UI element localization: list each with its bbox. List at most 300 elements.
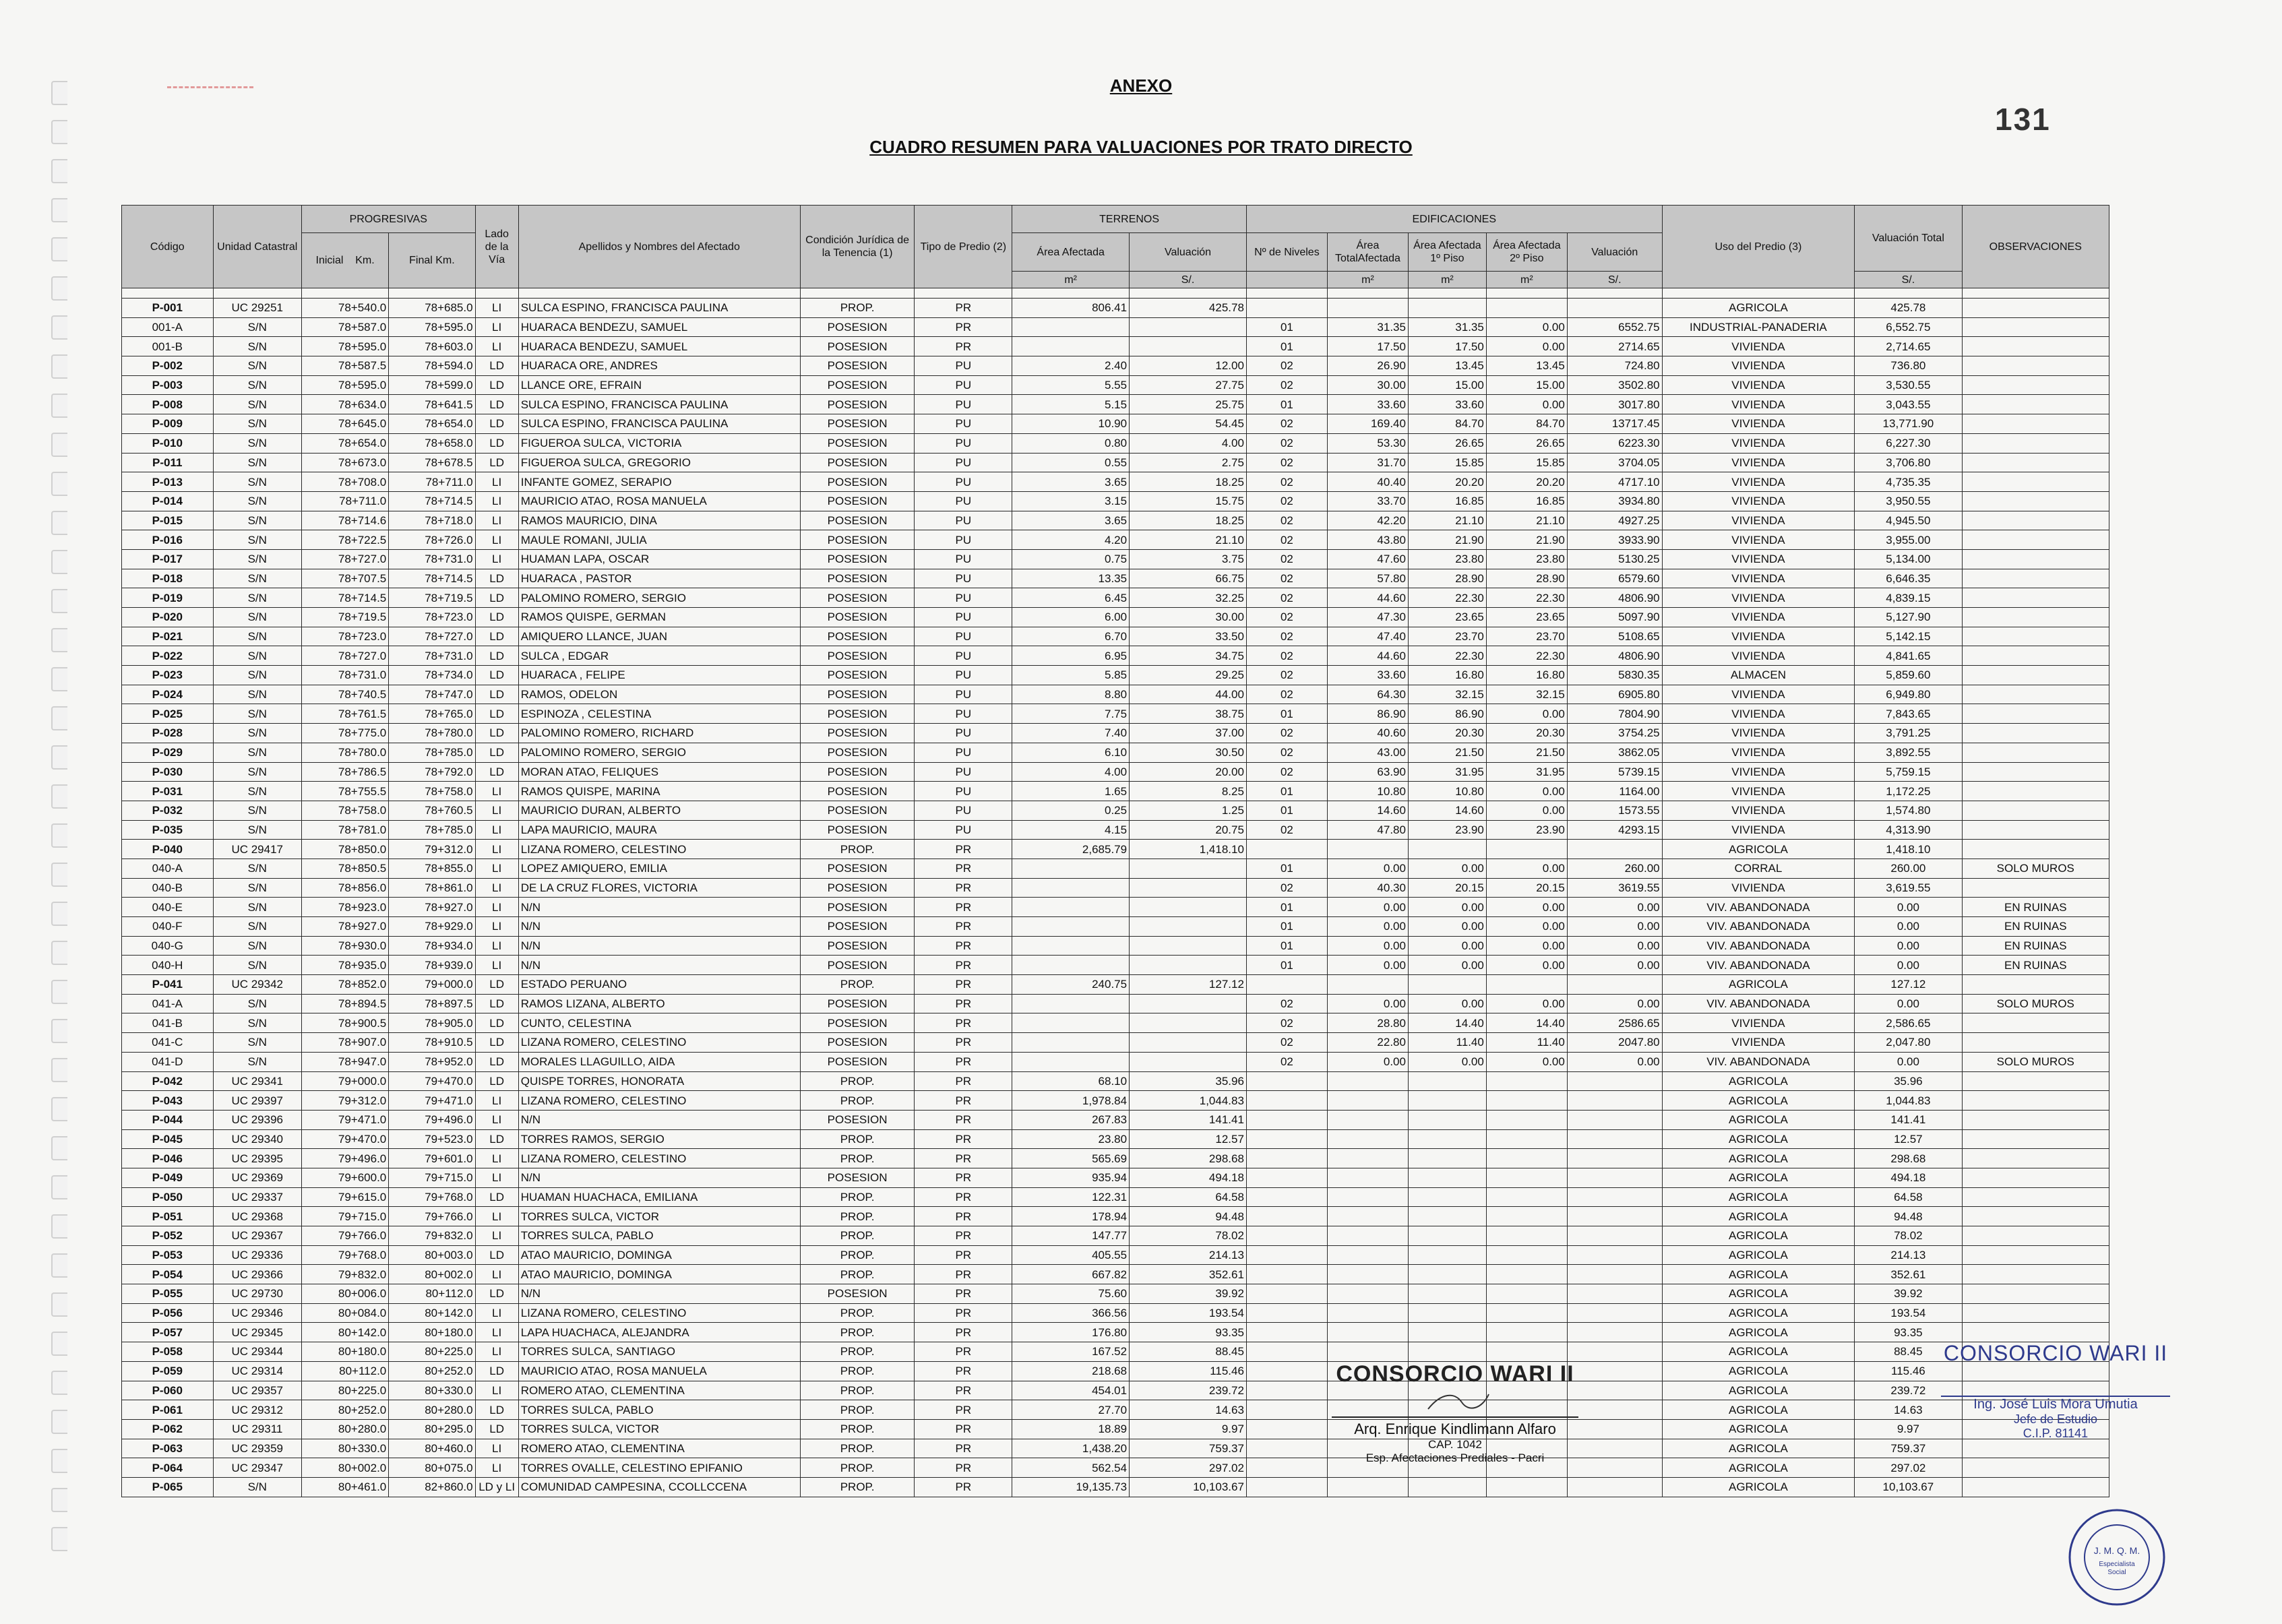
cell-uso: VIVIENDA [1662,356,1855,376]
table-row [122,1033,2109,1053]
cell-observaciones [1962,549,2109,569]
cell-condicion: PROP. [800,1458,915,1478]
cell-valuacion-terreno: 115.46 [1130,1361,1247,1381]
binding-hole [51,1019,67,1043]
cell-condicion: POSESION [800,704,915,724]
cell-area-2: 22.30 [1486,588,1567,608]
cell-lado: LD [475,666,518,685]
cell-codigo: 041-C [122,1033,214,1053]
cell-area-2: 20.20 [1486,472,1567,492]
cell-valuacion-total: 214.13 [1855,1245,1962,1265]
cell-inicial: 78+673.0 [301,453,388,472]
cell-tipo: PR [915,1091,1012,1111]
cell-area-total: 0.00 [1327,956,1408,975]
cell-unidad: S/N [213,724,301,743]
cell-valuacion-total: 6,552.75 [1855,317,1962,337]
cell-area-afectada: 147.77 [1012,1226,1130,1246]
cell-inicial: 78+719.5 [301,608,388,627]
cell-lado: LD [475,1071,518,1091]
unit-sol: S/. [1130,272,1247,288]
cell-lado: LD [475,608,518,627]
cell-inicial: 78+930.0 [301,936,388,956]
col-valuacion-total: Valuación Total [1855,206,1962,272]
cell-valuacion-edif [1567,1091,1662,1111]
cell-apellidos: ATAO MAURICIO, DOMINGA [518,1245,800,1265]
cell-condicion: PROP. [800,1226,915,1246]
cell-inicial: 78+714.6 [301,511,388,530]
cell-tipo: PR [915,1419,1012,1439]
cell-area-afectada: 5.85 [1012,666,1130,685]
cell-final: 79+496.0 [389,1110,475,1129]
cell-codigo: P-058 [122,1342,214,1362]
cell-inicial: 78+856.0 [301,878,388,898]
cell-final: 78+685.0 [389,299,475,318]
cell-final: 79+601.0 [389,1149,475,1168]
table-row [122,840,2109,859]
cell-lado: LI [475,1149,518,1168]
cell-valuacion-terreno [1130,317,1247,337]
cell-lado: LD [475,1400,518,1420]
cell-apellidos: TORRES SULCA, SANTIAGO [518,1342,800,1362]
cell-niveles [1246,1477,1327,1497]
cell-valuacion-terreno: 352.61 [1130,1265,1247,1284]
cell-codigo: P-046 [122,1149,214,1168]
cell-observaciones [1962,801,2109,820]
cell-area-total [1327,1110,1408,1129]
cell-tipo: PR [915,1400,1012,1420]
cell-observaciones [1962,975,2109,995]
cell-unidad: S/N [213,414,301,434]
binding-hole [51,472,67,496]
cell-codigo: P-060 [122,1381,214,1400]
cell-final: 78+726.0 [389,530,475,550]
cell-area-1 [1408,1207,1486,1226]
cell-observaciones [1962,646,2109,666]
binding-hole [51,1332,67,1356]
cell-area-2: 32.15 [1486,685,1567,704]
col-codigo: Código [122,206,214,288]
cell-valuacion-terreno: 193.54 [1130,1303,1247,1323]
cell-codigo: P-015 [122,511,214,530]
cell-condicion: PROP. [800,975,915,995]
cell-valuacion-edif: 0.00 [1567,1052,1662,1071]
cell-tipo: PU [915,743,1012,762]
cell-valuacion-terreno: 298.68 [1130,1149,1247,1168]
cell-apellidos: HUARACA , PASTOR [518,569,800,588]
cell-area-2 [1486,1284,1567,1304]
cell-condicion: POSESION [800,936,915,956]
cell-condicion: POSESION [800,453,915,472]
cell-observaciones [1962,1013,2109,1033]
cell-codigo: P-040 [122,840,214,859]
cell-inicial: 78+587.5 [301,356,388,376]
cell-uso: VIVIENDA [1662,337,1855,356]
cell-apellidos: MAURICIO ATAO, ROSA MANUELA [518,491,800,511]
cell-area-afectada: 19,135.73 [1012,1477,1130,1497]
cell-niveles: 02 [1246,820,1327,840]
cell-area-2 [1486,1342,1567,1362]
cell-condicion: PROP. [800,1361,915,1381]
cell-niveles [1246,1187,1327,1207]
cell-niveles [1246,1323,1327,1342]
cell-condicion: POSESION [800,1110,915,1129]
cell-area-2 [1486,1168,1567,1187]
cell-uso: VIVIENDA [1662,453,1855,472]
cell-area-2 [1486,1207,1567,1226]
cell-area-2: 0.00 [1486,936,1567,956]
cell-apellidos: CUNTO, CELESTINA [518,1013,800,1033]
table-row [122,801,2109,820]
cell-niveles [1246,1168,1327,1187]
cell-final: 78+952.0 [389,1052,475,1071]
cell-final: 80+225.0 [389,1342,475,1362]
cell-unidad: UC 29344 [213,1342,301,1362]
cell-area-2: 21.90 [1486,530,1567,550]
cell-apellidos: RAMOS MAURICIO, DINA [518,511,800,530]
binding-hole [51,198,67,222]
cell-observaciones: EN RUINAS [1962,917,2109,937]
cell-final: 78+718.0 [389,511,475,530]
cell-niveles: 01 [1246,936,1327,956]
cell-valuacion-edif [1567,1303,1662,1323]
cell-lado: LD [475,414,518,434]
binding-hole [51,1292,67,1317]
cell-lado: LD [475,994,518,1013]
cell-uso: AGRICOLA [1662,975,1855,995]
cell-lado: LI [475,491,518,511]
table-row [122,549,2109,569]
cell-unidad: S/N [213,375,301,395]
cell-area-total: 53.30 [1327,433,1408,453]
table-row [122,820,2109,840]
cell-niveles: 02 [1246,1033,1327,1053]
cell-valuacion-edif: 13717.45 [1567,414,1662,434]
cell-observaciones: SOLO MUROS [1962,858,2109,878]
cell-tipo: PR [915,1187,1012,1207]
cell-niveles [1246,1245,1327,1265]
consorcio-stamp-right [1941,1341,2170,1441]
table-row [122,1400,2109,1420]
cell-unidad: UC 29397 [213,1091,301,1111]
cell-area-total [1327,1168,1408,1187]
cell-lado: LD [475,704,518,724]
cell-valuacion-edif [1567,1477,1662,1497]
cell-tipo: PR [915,1439,1012,1458]
cell-valuacion-terreno: 4.00 [1130,433,1247,453]
cell-inicial: 80+461.0 [301,1477,388,1497]
cell-valuacion-total: 0.00 [1855,917,1962,937]
cell-condicion: POSESION [800,878,915,898]
cell-final: 78+792.0 [389,762,475,782]
cell-tipo: PU [915,472,1012,492]
cell-uso: VIV. ABANDONADA [1662,956,1855,975]
cell-lado: LI [475,858,518,878]
cell-unidad: S/N [213,704,301,724]
cell-area-total [1327,1303,1408,1323]
cell-area-afectada: 667.82 [1012,1265,1130,1284]
cell-uso: AGRICOLA [1662,1187,1855,1207]
cell-area-afectada: 4.00 [1012,762,1130,782]
cell-valuacion-total: 5,127.90 [1855,608,1962,627]
cell-inicial: 78+595.0 [301,337,388,356]
cell-uso: VIVIENDA [1662,549,1855,569]
cell-area-2: 0.00 [1486,956,1567,975]
cell-apellidos: LIZANA ROMERO, CELESTINO [518,1303,800,1323]
cell-niveles: 02 [1246,743,1327,762]
cell-tipo: PU [915,414,1012,434]
cell-lado: LD [475,627,518,646]
cell-area-1 [1408,1071,1486,1091]
cell-valuacion-total: 115.46 [1855,1361,1962,1381]
cell-area-1: 33.60 [1408,395,1486,414]
cell-apellidos: MAURICIO DURAN, ALBERTO [518,801,800,820]
cell-area-total [1327,840,1408,859]
cell-unidad: UC 29366 [213,1265,301,1284]
cell-uso: AGRICOLA [1662,1458,1855,1478]
cell-condicion: POSESION [800,1052,915,1071]
cell-area-total [1327,1342,1408,1362]
cell-lado: LI [475,1207,518,1226]
cell-lado: LI [475,840,518,859]
cell-condicion: POSESION [800,530,915,550]
col-edificaciones: EDIFICACIONES [1246,206,1662,233]
cell-inicial: 78+540.0 [301,299,388,318]
cell-inicial: 79+000.0 [301,1071,388,1091]
cell-area-afectada: 806.41 [1012,299,1130,318]
cell-inicial: 78+707.5 [301,569,388,588]
cell-niveles: 02 [1246,646,1327,666]
cell-valuacion-edif [1567,1342,1662,1362]
cell-area-total: 33.60 [1327,666,1408,685]
cell-condicion: POSESION [800,433,915,453]
cell-valuacion-terreno: 44.00 [1130,685,1247,704]
cell-lado: LI [475,1168,518,1187]
cell-uso: AGRICOLA [1662,1168,1855,1187]
cell-observaciones [1962,743,2109,762]
cell-codigo: P-025 [122,704,214,724]
cell-unidad: UC 29357 [213,1381,301,1400]
cell-area-afectada: 75.60 [1012,1284,1130,1304]
cell-tipo: PU [915,549,1012,569]
cell-area-2 [1486,1129,1567,1149]
cell-area-2: 20.30 [1486,724,1567,743]
cell-tipo: PU [915,685,1012,704]
cell-codigo: P-043 [122,1091,214,1111]
cell-area-2: 0.00 [1486,317,1567,337]
stamp-name: Ing. José Luis Mora Umutia [1941,1396,2170,1412]
cell-valuacion-terreno: 759.37 [1130,1439,1247,1458]
binding-hole [51,394,67,418]
cell-lado: LI [475,936,518,956]
cell-valuacion-total: 4,313.90 [1855,820,1962,840]
cell-niveles: 02 [1246,762,1327,782]
cell-area-1: 16.80 [1408,666,1486,685]
cell-niveles: 02 [1246,1013,1327,1033]
cell-valuacion-total: 5,134.00 [1855,549,1962,569]
cell-final: 78+714.5 [389,569,475,588]
stamp-company: CONSORCIO WARI II [1943,1341,2168,1365]
cell-area-2: 14.40 [1486,1013,1567,1033]
cell-valuacion-edif [1567,1419,1662,1439]
cell-condicion: POSESION [800,1284,915,1304]
cell-apellidos: RAMOS LIZANA, ALBERTO [518,994,800,1013]
cell-final: 78+727.0 [389,627,475,646]
cell-condicion: PROP. [800,1129,915,1149]
cell-valuacion-terreno: 141.41 [1130,1110,1247,1129]
cell-area-afectada [1012,858,1130,878]
cell-valuacion-terreno: 297.02 [1130,1458,1247,1478]
cell-observaciones [1962,299,2109,318]
cell-codigo: P-028 [122,724,214,743]
cell-area-total [1327,1091,1408,1111]
cell-unidad: S/N [213,395,301,414]
cell-valuacion-total: 9.97 [1855,1419,1962,1439]
cell-valuacion-edif: 4293.15 [1567,820,1662,840]
table-row [122,1381,2109,1400]
cell-area-afectada [1012,337,1130,356]
binding-hole [51,1175,67,1199]
cell-condicion: POSESION [800,994,915,1013]
cell-area-afectada [1012,878,1130,898]
table-row [122,936,2109,956]
cell-area-1: 0.00 [1408,1052,1486,1071]
cell-valuacion-total: 93.35 [1855,1323,1962,1342]
table-row [122,1439,2109,1458]
cell-area-1 [1408,840,1486,859]
binding-hole [51,1527,67,1551]
cell-unidad: S/N [213,956,301,975]
cell-lado: LI [475,1091,518,1111]
table-row [122,433,2109,453]
cell-area-afectada: 167.52 [1012,1342,1130,1362]
cell-tipo: PR [915,1013,1012,1033]
cell-codigo: P-053 [122,1245,214,1265]
cell-area-2: 0.00 [1486,994,1567,1013]
cell-valuacion-terreno: 8.25 [1130,782,1247,801]
cell-area-total: 0.00 [1327,994,1408,1013]
cell-uso: VIVIENDA [1662,1033,1855,1053]
svg-text:Especialista: Especialista [2099,1561,2135,1568]
cell-tipo: PU [915,627,1012,646]
col-tipo: Tipo de Predio (2) [915,206,1012,288]
cell-unidad: UC 29730 [213,1284,301,1304]
binding-hole [51,1253,67,1278]
cell-niveles [1246,1303,1327,1323]
cell-final: 78+678.5 [389,453,475,472]
page-subtitle: CUADRO RESUMEN PARA VALUACIONES POR TRATO DIRECTO [869,137,1413,157]
cell-apellidos: RAMOS QUISPE, MARINA [518,782,800,801]
binding-hole [51,1136,67,1160]
cell-area-total: 40.30 [1327,878,1408,898]
cell-codigo: P-055 [122,1284,214,1304]
cell-lado: LI [475,820,518,840]
cell-area-1 [1408,1303,1486,1323]
cell-condicion: PROP. [800,1400,915,1420]
cell-unidad: S/N [213,453,301,472]
cell-area-1: 32.15 [1408,685,1486,704]
cell-area-1: 15.00 [1408,375,1486,395]
cell-area-total: 42.20 [1327,511,1408,530]
cell-condicion: PROP. [800,1265,915,1284]
cell-final: 80+112.0 [389,1284,475,1304]
cell-observaciones [1962,395,2109,414]
cell-niveles: 01 [1246,782,1327,801]
cell-condicion: PROP. [800,1419,915,1439]
cell-condicion: PROP. [800,1477,915,1497]
cell-niveles: 02 [1246,356,1327,376]
cell-codigo: P-050 [122,1187,214,1207]
cell-inicial: 80+225.0 [301,1381,388,1400]
cell-tipo: PR [915,936,1012,956]
cell-area-afectada: 218.68 [1012,1361,1130,1381]
cell-inicial: 80+330.0 [301,1439,388,1458]
unit-m2: m² [1012,272,1130,288]
cell-area-afectada: 7.75 [1012,704,1130,724]
cell-observaciones [1962,1149,2109,1168]
cell-apellidos: ROMERO ATAO, CLEMENTINA [518,1381,800,1400]
table-row [122,511,2109,530]
cell-area-1: 0.00 [1408,858,1486,878]
cell-valuacion-terreno: 94.48 [1130,1207,1247,1226]
col-area-total: Área TotalAfectada [1327,233,1408,272]
cell-area-afectada: 3.65 [1012,511,1130,530]
cell-codigo: P-032 [122,801,214,820]
cell-tipo: PR [915,1265,1012,1284]
cell-valuacion-terreno: 27.75 [1130,375,1247,395]
cell-final: 80+075.0 [389,1458,475,1478]
cell-lado: LD [475,743,518,762]
cell-uso: VIVIENDA [1662,762,1855,782]
cell-area-afectada [1012,917,1130,937]
cell-tipo: PR [915,1458,1012,1478]
cell-apellidos: PALOMINO ROMERO, RICHARD [518,724,800,743]
cell-valuacion-terreno: 1,044.83 [1130,1091,1247,1111]
cell-area-total: 44.60 [1327,646,1408,666]
cell-niveles: 01 [1246,858,1327,878]
cell-inicial: 79+496.0 [301,1149,388,1168]
cell-observaciones [1962,337,2109,356]
cell-uso: AGRICOLA [1662,1129,1855,1149]
cell-area-1 [1408,1110,1486,1129]
cell-unidad: UC 29314 [213,1361,301,1381]
cell-valuacion-terreno: 12.57 [1130,1129,1247,1149]
cell-area-total: 43.00 [1327,743,1408,762]
cell-condicion: POSESION [800,917,915,937]
cell-valuacion-total: 260.00 [1855,858,1962,878]
cell-condicion: POSESION [800,724,915,743]
table-row [122,704,2109,724]
cell-valuacion-terreno: 127.12 [1130,975,1247,995]
cell-niveles: 01 [1246,917,1327,937]
cell-condicion: POSESION [800,491,915,511]
cell-lado: LD [475,356,518,376]
cell-uso: VIVIENDA [1662,433,1855,453]
cell-condicion: POSESION [800,858,915,878]
cell-apellidos: ROMERO ATAO, CLEMENTINA [518,1439,800,1458]
cell-valuacion-edif: 0.00 [1567,917,1662,937]
cell-area-afectada: 935.94 [1012,1168,1130,1187]
cell-valuacion-total: 78.02 [1855,1226,1962,1246]
cell-area-afectada: 13.35 [1012,569,1130,588]
cell-area-total: 26.90 [1327,356,1408,376]
cell-area-afectada: 0.75 [1012,549,1130,569]
cell-observaciones [1962,1245,2109,1265]
cell-uso: AGRICOLA [1662,1419,1855,1439]
cell-apellidos: LIZANA ROMERO, CELESTINO [518,840,800,859]
cell-area-2 [1486,1187,1567,1207]
cell-area-total: 47.80 [1327,820,1408,840]
cell-area-1 [1408,1245,1486,1265]
